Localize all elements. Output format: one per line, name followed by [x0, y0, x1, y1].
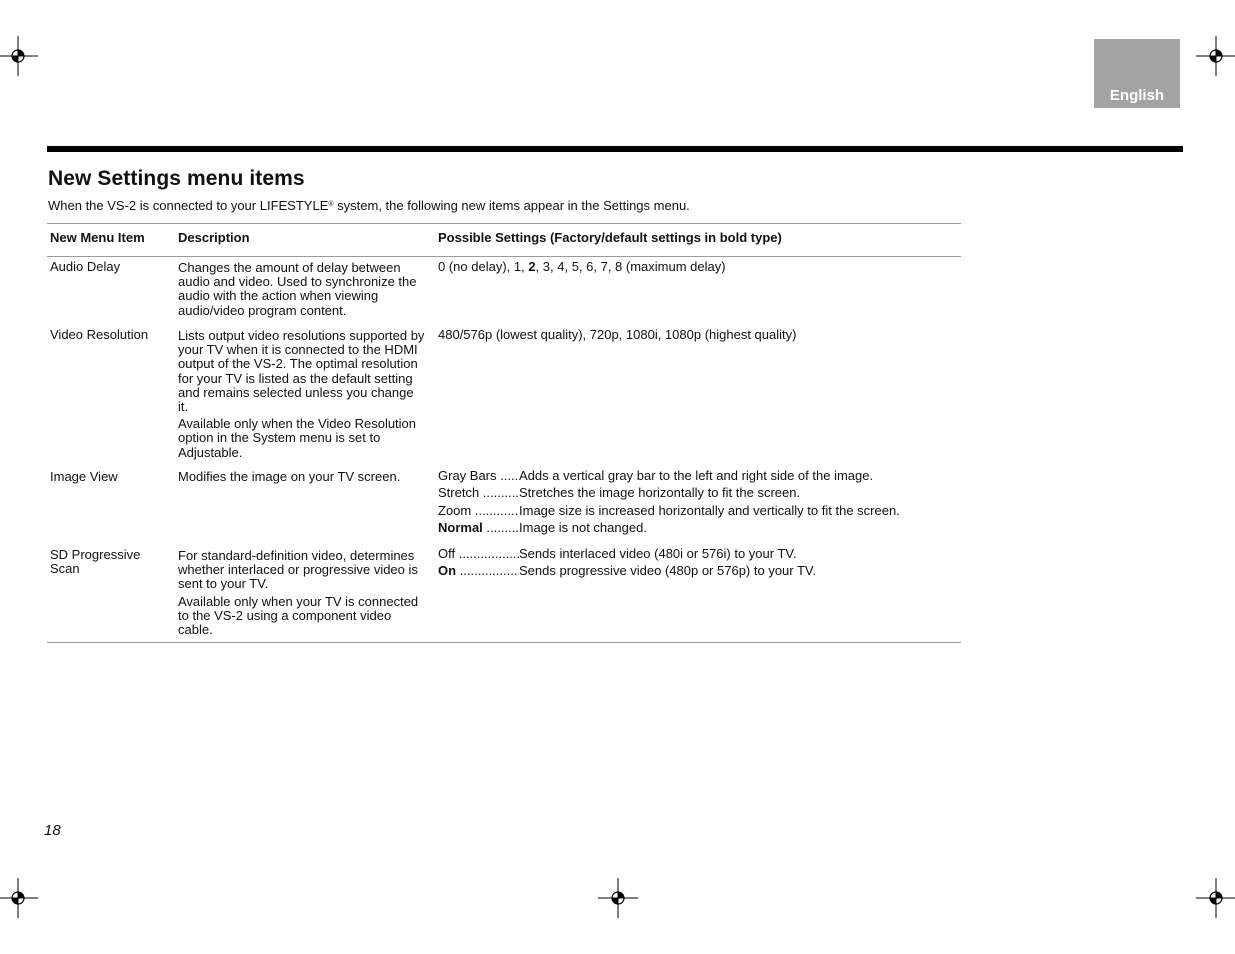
settings-table — [47, 223, 961, 643]
page-title: New Settings menu items — [48, 167, 305, 190]
option-key: Stretch ..... — [438, 484, 519, 501]
option-value: Sends progressive video (480p or 576p) to your TV. — [519, 563, 817, 579]
row-description: Lists output video resolutions supported by your TV when it is connected to the HDMI output of the VS-2. The optimal resolution for your TV is listed as the default setting and remains selected unless you change it. Available only when the Video Resolution option in the System menu is set to Adjustable. — [178, 328, 425, 460]
row-item: SD Progressive Scan — [50, 547, 141, 577]
section-rule — [47, 146, 1183, 152]
registration-mark-bottom-left-icon — [0, 878, 38, 918]
option-value: Stretches the image horizontally to fit the screen. — [519, 485, 801, 501]
row-item: Video Resolution — [50, 327, 149, 342]
language-tab — [1094, 39, 1180, 108]
option-value: Image size is increased horizontally and vertically to fit the screen. — [519, 502, 900, 518]
option-row — [438, 467, 958, 484]
header-description: Description — [178, 230, 250, 245]
option-key: Gray Bars ..... — [438, 467, 519, 484]
registration-mark-bottom-right-icon — [1196, 878, 1235, 918]
row-description: Changes the amount of delay between audio and video. Used to synchronize the audio with the action when viewing audio/video program content. — [178, 260, 417, 318]
row-item: Audio Delay — [50, 259, 121, 274]
row-description: Modifies the image on your TV screen. — [178, 469, 401, 484]
option-key: Zoom ..... — [438, 502, 519, 519]
option-row — [438, 562, 958, 579]
option-row — [438, 545, 958, 562]
table-row — [47, 325, 961, 467]
option-row — [438, 484, 958, 501]
option-row — [438, 502, 958, 519]
registered-mark: ® — [328, 201, 334, 208]
registration-mark-top-right-icon — [1196, 36, 1235, 76]
intro-text: When the VS-2 is connected to your LIFESTYLE® system, the following new items appear in the Settings menu. — [48, 198, 690, 213]
option-value: Adds a vertical gray bar to the left and right side of the image. — [519, 468, 874, 483]
option-row — [438, 519, 958, 536]
registration-mark-top-left-icon — [0, 36, 38, 76]
row-options — [438, 467, 958, 537]
row-description: For standard-definition video, determines whether interlaced or progressive video is sent to your TV. Available only when your TV is connected to the VS-2 using a component video cable. — [178, 548, 419, 638]
row-settings: 0 (no delay), 1, 2, 3, 4, 5, 6, 7, 8 (maximum delay) — [438, 259, 726, 274]
row-item: Image View — [50, 469, 118, 484]
row-settings: 480/576p (lowest quality), 720p, 1080i, 1080p (highest quality) — [438, 327, 797, 342]
option-key-default: On ..... — [438, 562, 519, 579]
row-options — [438, 545, 958, 580]
table-row — [47, 545, 961, 642]
table-row — [47, 467, 961, 545]
option-value: Sends interlaced video (480i or 576i) to your TV. — [519, 546, 797, 561]
option-key: Off ..... — [438, 545, 519, 562]
table-row — [47, 257, 961, 325]
default-setting: 2 — [528, 259, 536, 274]
language-tab-label: English — [1109, 87, 1165, 104]
header-menu-item: New Menu Item — [50, 230, 145, 245]
table-header — [47, 224, 961, 257]
page-number: 18 — [44, 822, 61, 839]
registration-mark-bottom-center-icon — [598, 878, 638, 918]
option-key-default: Normal ..... — [438, 519, 519, 536]
header-settings: Possible Settings (Factory/default settings in bold type) — [438, 230, 782, 245]
option-value: Image is not changed. — [519, 520, 647, 536]
